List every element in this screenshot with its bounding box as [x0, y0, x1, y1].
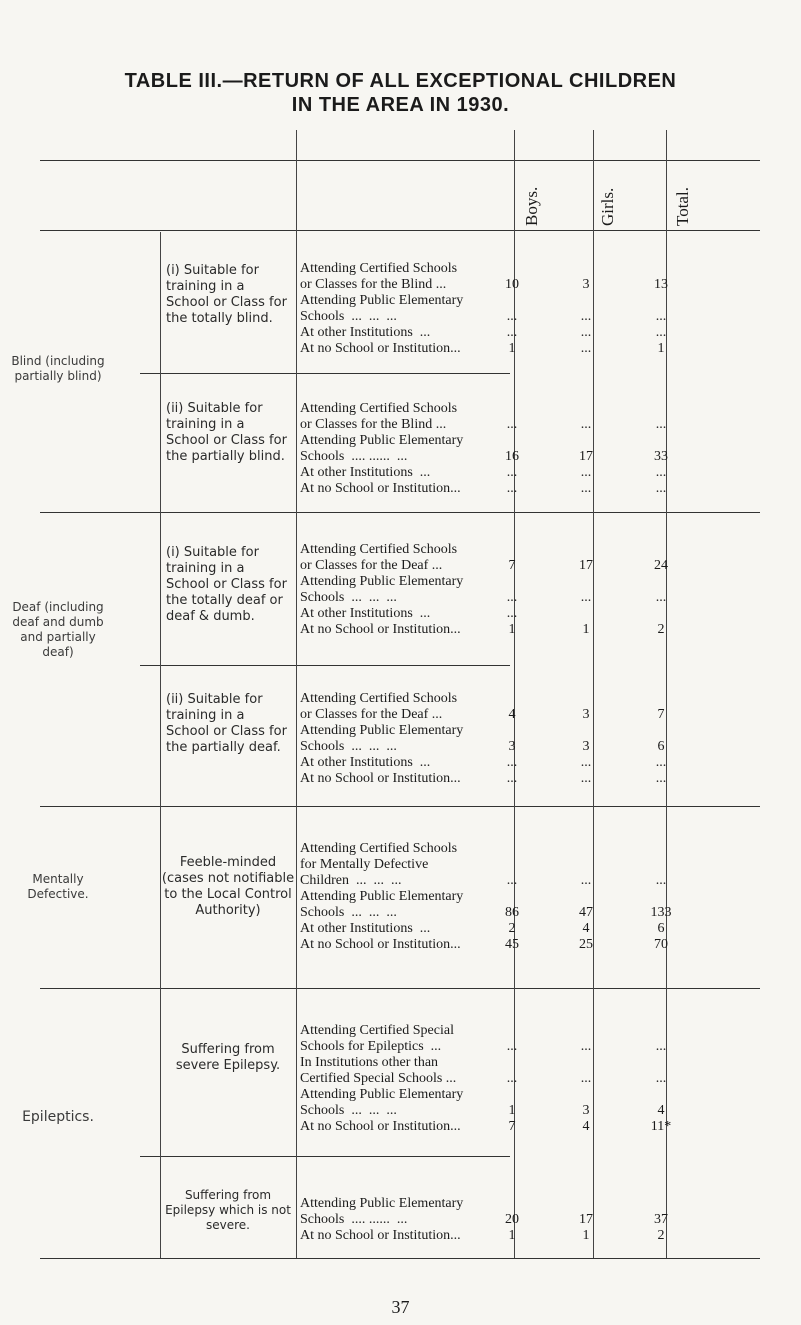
- epi-notsevere-desc: Suffering from Epilepsy which is not severe.: [165, 1188, 291, 1232]
- category-blind: Blind (including partially blind): [11, 354, 105, 383]
- header-total: Total.: [673, 187, 692, 226]
- cell: 6: [657, 739, 665, 754]
- header-boys: Boys.: [522, 186, 541, 226]
- cell: 1: [508, 341, 516, 356]
- cell: ...: [580, 771, 592, 786]
- cell: ...: [580, 325, 592, 340]
- mental-line-6: At no School or Institution...: [300, 937, 461, 952]
- cell: ...: [506, 481, 518, 496]
- cell: 2: [508, 921, 516, 936]
- rule-bottom: [40, 1258, 760, 1259]
- cell: 4: [582, 921, 590, 936]
- cell: 2: [657, 1228, 665, 1243]
- cell: 1: [582, 1228, 590, 1243]
- cell: ...: [506, 309, 518, 324]
- cell: ...: [655, 309, 667, 324]
- category-epileptics: Epileptics.: [22, 1109, 94, 1125]
- col-divider-4: [593, 130, 594, 1258]
- rule-deaf-end: [40, 806, 760, 807]
- epi-notsevere-line-0: Attending Public Elementary: [300, 1196, 464, 1211]
- cell: 20: [505, 1212, 519, 1227]
- cell: 3: [582, 739, 590, 754]
- cell: ...: [580, 481, 592, 496]
- category-deaf: Deaf (including deaf and dumb and partially deaf): [12, 600, 104, 659]
- cell: 7: [508, 1119, 516, 1134]
- cell: 17: [579, 1212, 593, 1227]
- rule-deaf-split: [140, 665, 510, 666]
- blind-total-line-5: At no School or Institution...: [300, 341, 461, 356]
- cell: ...: [506, 417, 518, 432]
- cell: 3: [582, 1103, 590, 1118]
- cell: ...: [580, 1071, 592, 1086]
- blind-total-line-4: At other Institutions ...: [300, 325, 431, 340]
- cell: 3: [508, 739, 516, 754]
- cell: 24: [654, 558, 668, 573]
- col-divider-3: [514, 130, 515, 1258]
- deaf-partial-line-3: Schools ... ... ...: [300, 739, 397, 754]
- cell: ...: [655, 771, 667, 786]
- cell: ...: [655, 755, 667, 770]
- epi-severe-line-0: Attending Certified Special: [300, 1023, 454, 1038]
- cell: ...: [506, 1039, 518, 1054]
- cell: 1: [582, 622, 590, 637]
- blind-partial-line-2: Attending Public Elementary: [300, 433, 464, 448]
- blind-partial-line-5: At no School or Institution...: [300, 481, 461, 496]
- cell: ...: [580, 590, 592, 605]
- cell: ...: [655, 1039, 667, 1054]
- cell: 3: [582, 277, 590, 292]
- blind-partial-line-1: or Classes for the Blind ...: [300, 417, 447, 432]
- category-mental: Mentally Defective.: [27, 872, 89, 901]
- cell: ...: [580, 417, 592, 432]
- epi-severe-line-5: Schools ... ... ...: [300, 1103, 397, 1118]
- cell: ...: [506, 590, 518, 605]
- cell: ...: [655, 417, 667, 432]
- cell: ...: [580, 309, 592, 324]
- mental-line-2: Children ... ... ...: [300, 873, 402, 888]
- cell: 25: [579, 937, 593, 952]
- col-divider-5: [666, 130, 667, 1258]
- cell: ...: [580, 755, 592, 770]
- cell: 1: [508, 622, 516, 637]
- deaf-partial-line-0: Attending Certified Schools: [300, 691, 458, 706]
- cell: ...: [655, 481, 667, 496]
- blind-total-desc: (i) Suitable for training in a School or Class for the totally blind.: [166, 263, 287, 326]
- cell: 7: [508, 558, 516, 573]
- cell: 17: [579, 558, 593, 573]
- mental-desc: Feeble-minded (cases not notifiable to the Local Control Authority): [161, 855, 295, 918]
- cell: 1: [508, 1228, 516, 1243]
- rule-top: [40, 160, 760, 161]
- cell: 47: [579, 905, 593, 920]
- col-divider-1: [160, 232, 161, 1258]
- cell: 6: [657, 921, 665, 936]
- cell: 1: [657, 341, 665, 356]
- deaf-total-line-2: Attending Public Elementary: [300, 574, 464, 589]
- blind-partial-line-4: At other Institutions ...: [300, 465, 431, 480]
- blind-partial-line-3: Schools .... ...... ...: [300, 449, 408, 464]
- cell: ...: [655, 590, 667, 605]
- cell: 10: [505, 277, 519, 292]
- cell: ...: [655, 465, 667, 480]
- blind-total-line-0: Attending Certified Schools: [300, 261, 458, 276]
- cell: ...: [580, 465, 592, 480]
- deaf-partial-desc: (ii) Suitable for training in a School or Class for the partially deaf.: [166, 692, 287, 755]
- cell: 45: [505, 937, 519, 952]
- cell: ...: [506, 325, 518, 340]
- cell: 86: [505, 905, 519, 920]
- cell: 70: [654, 937, 668, 952]
- cell: 37: [654, 1212, 668, 1227]
- deaf-partial-line-4: At other Institutions ...: [300, 755, 431, 770]
- blind-partial-line-0: Attending Certified Schools: [300, 401, 458, 416]
- rule-mental-end: [40, 988, 760, 989]
- table-title-line1: TABLE III.—RETURN OF ALL EXCEPTIONAL CHILDREN: [124, 70, 677, 92]
- epi-severe-line-2: In Institutions other than: [300, 1055, 439, 1070]
- table-title-line2: IN THE AREA IN 1930.: [291, 94, 510, 116]
- rule-epi-split: [140, 1156, 510, 1157]
- cell: ...: [506, 755, 518, 770]
- cell: ...: [506, 873, 518, 888]
- cell: ...: [580, 873, 592, 888]
- deaf-total-desc: (i) Suitable for training in a School or Class for the totally deaf or deaf & dumb.: [166, 545, 287, 624]
- cell: 4: [508, 707, 516, 722]
- epi-severe-line-6: At no School or Institution...: [300, 1119, 461, 1134]
- mental-line-3: Attending Public Elementary: [300, 889, 464, 904]
- cell: 4: [657, 1103, 665, 1118]
- rule-header: [40, 230, 760, 231]
- cell: 7: [657, 707, 665, 722]
- cell: ...: [655, 873, 667, 888]
- cell: 16: [505, 449, 519, 464]
- epi-severe-line-4: Attending Public Elementary: [300, 1087, 464, 1102]
- cell: ...: [506, 606, 518, 621]
- cell: 17: [579, 449, 593, 464]
- page-number: 37: [391, 1297, 410, 1317]
- deaf-total-line-0: Attending Certified Schools: [300, 542, 458, 557]
- cell: ...: [580, 341, 592, 356]
- col-divider-2: [296, 130, 297, 1258]
- mental-line-5: At other Institutions ...: [300, 921, 431, 936]
- cell: 133: [650, 905, 672, 920]
- cell: ...: [655, 325, 667, 340]
- cell: 4: [582, 1119, 590, 1134]
- cell: 11*: [650, 1119, 672, 1134]
- deaf-partial-line-5: At no School or Institution...: [300, 771, 461, 786]
- cell: 33: [654, 449, 668, 464]
- cell: ...: [655, 1071, 667, 1086]
- blind-total-line-3: Schools ... ... ...: [300, 309, 397, 324]
- blind-total-line-1: or Classes for the Blind ...: [300, 277, 447, 292]
- deaf-total-line-5: At no School or Institution...: [300, 622, 461, 637]
- rule-blind-split: [140, 373, 510, 374]
- cell: 2: [657, 622, 665, 637]
- epi-severe-desc: Suffering from severe Epilepsy.: [175, 1042, 281, 1073]
- header-girls: Girls.: [598, 187, 617, 226]
- epi-severe-line-3: Certified Special Schools ...: [300, 1071, 457, 1086]
- cell: ...: [506, 1071, 518, 1086]
- mental-line-1: for Mentally Defective: [300, 857, 429, 872]
- cell: 1: [508, 1103, 516, 1118]
- epi-notsevere-line-2: At no School or Institution...: [300, 1228, 461, 1243]
- cell: 3: [582, 707, 590, 722]
- mental-line-4: Schools ... ... ...: [300, 905, 397, 920]
- deaf-total-line-4: At other Institutions ...: [300, 606, 431, 621]
- blind-total-line-2: Attending Public Elementary: [300, 293, 464, 308]
- cell: 13: [654, 277, 668, 292]
- deaf-partial-line-1: or Classes for the Deaf ...: [300, 707, 443, 722]
- deaf-total-line-1: or Classes for the Deaf ...: [300, 558, 443, 573]
- cell: ...: [506, 771, 518, 786]
- cell: ...: [580, 1039, 592, 1054]
- rule-blind-end: [40, 512, 760, 513]
- epi-severe-line-1: Schools for Epileptics ...: [300, 1039, 442, 1054]
- blind-partial-desc: (ii) Suitable for training in a School or Class for the partially blind.: [166, 401, 287, 464]
- mental-line-0: Attending Certified Schools: [300, 841, 458, 856]
- epi-notsevere-line-1: Schools .... ...... ...: [300, 1212, 408, 1227]
- deaf-total-line-3: Schools ... ... ...: [300, 590, 397, 605]
- cell: ...: [506, 465, 518, 480]
- deaf-partial-line-2: Attending Public Elementary: [300, 723, 464, 738]
